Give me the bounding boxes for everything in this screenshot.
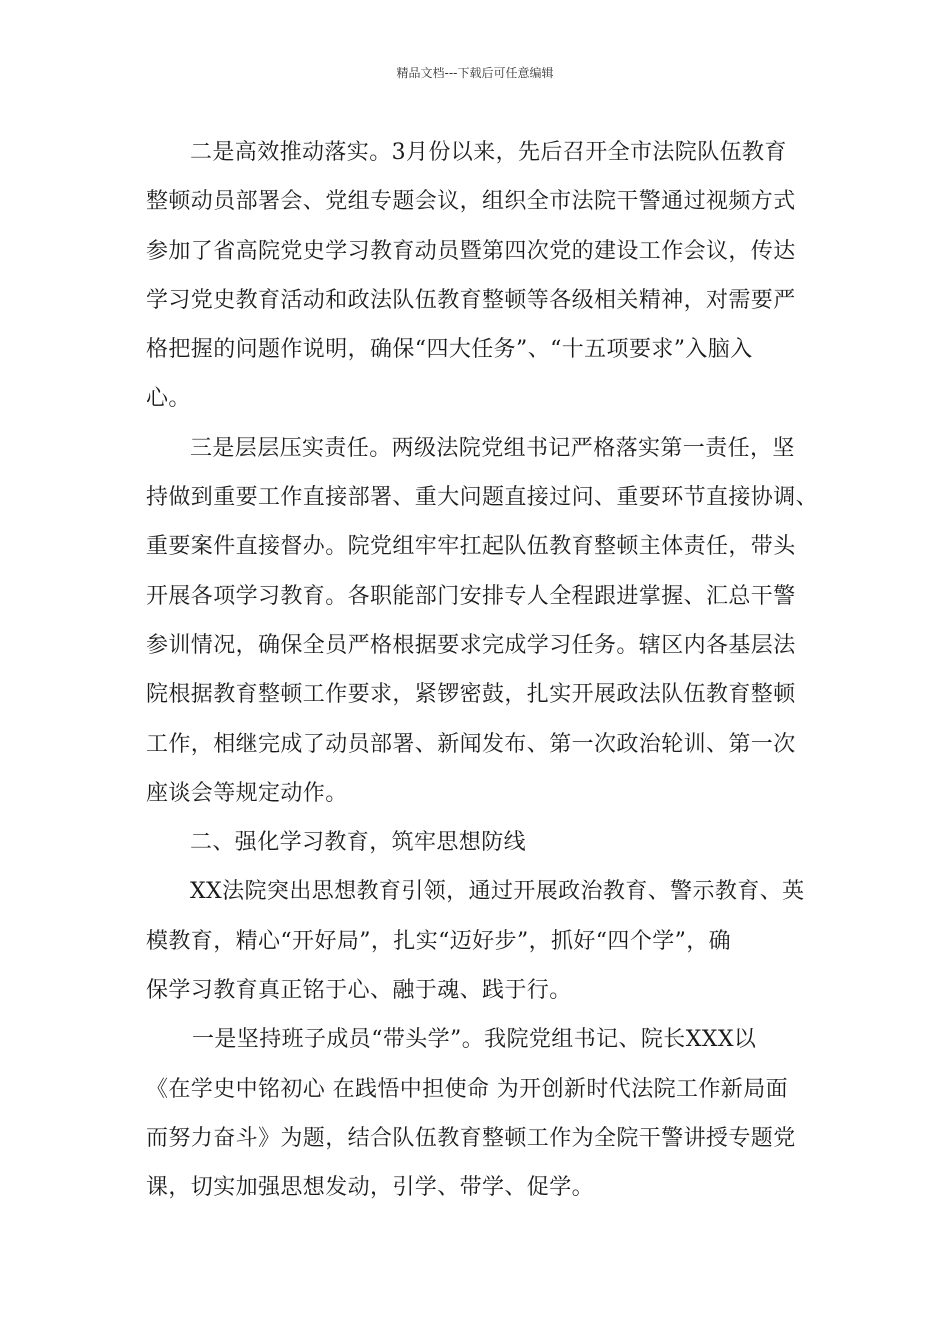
text-line-16: XX法院突出思想教育引领，通过开展政治教育、警示教育、英 bbox=[190, 879, 805, 905]
text-line-5: 格把握的问题作说明，确保“四大任务”、“十五项要求”入脑入 bbox=[146, 337, 753, 363]
text-line-6: 心。 bbox=[146, 386, 191, 412]
page-header: 精品文档---下载后可任意编辑 bbox=[396, 66, 554, 80]
text-line-19: 一是坚持班子成员“带头学”。我院党组书记、院长XXX以 bbox=[192, 1027, 757, 1053]
document-body bbox=[146, 128, 820, 1213]
text-line-1: 二是高效推动落实。3月份以来，先后召开全市法院队伍教育 bbox=[190, 140, 787, 165]
text-line-7: 三是层层压实责任。两级法院党组书记严格落实第一责任，坚 bbox=[190, 435, 795, 461]
text-line-21: 而努力奋斗》为题，结合队伍教育整顿工作为全院干警讲授专题党 bbox=[146, 1125, 796, 1151]
text-line-13: 工作，相继完成了动员部署、新闻发布、第一次政治轮训、第一次 bbox=[146, 731, 796, 757]
text-line-12: 院根据教育整顿工作要求，紧锣密鼓，扎实开展政法队伍教育整顿 bbox=[146, 682, 796, 708]
section-heading: 二、强化学习教育，筑牢思想防线 bbox=[190, 830, 527, 856]
text-line-10: 开展各项学习教育。各职能部门安排专人全程跟进掌握、汇总干警 bbox=[146, 583, 796, 609]
text-line-3: 参加了省高院党史学习教育动员暨第四次党的建设工作会议，传达 bbox=[146, 238, 796, 264]
text-line-14: 座谈会等规定动作。 bbox=[146, 780, 348, 806]
text-line-8: 持做到重要工作直接部署、重大问题直接过问、重要环节直接协调、 bbox=[146, 485, 819, 511]
text-line-11: 参训情况，确保全员严格根据要求完成学习任务。辖区内各基层法 bbox=[146, 632, 796, 658]
text-line-9: 重要案件直接督办。院党组牢牢扛起队伍教育整顿主体责任，带头 bbox=[146, 534, 796, 560]
text-line-22: 课，切实加强思想发动，引学、带学、促学。 bbox=[146, 1175, 595, 1201]
text-line-2: 整顿动员部署会、党组专题会议，组织全市法院干警通过视频方式 bbox=[146, 189, 796, 215]
text-line-20: 《在学史中铭初心 在践悟中担使命 为开创新时代法院工作新局面 bbox=[146, 1076, 788, 1102]
text-line-4: 学习党史教育活动和政法队伍教育整顿等各级相关精神，对需要严 bbox=[146, 287, 796, 313]
text-line-17: 模教育，精心“开好局”，扎实“迈好步”，抓好“四个学”，确 bbox=[146, 928, 732, 954]
text-line-18: 保学习教育真正铭于心、融于魂、践于行。 bbox=[146, 978, 572, 1004]
